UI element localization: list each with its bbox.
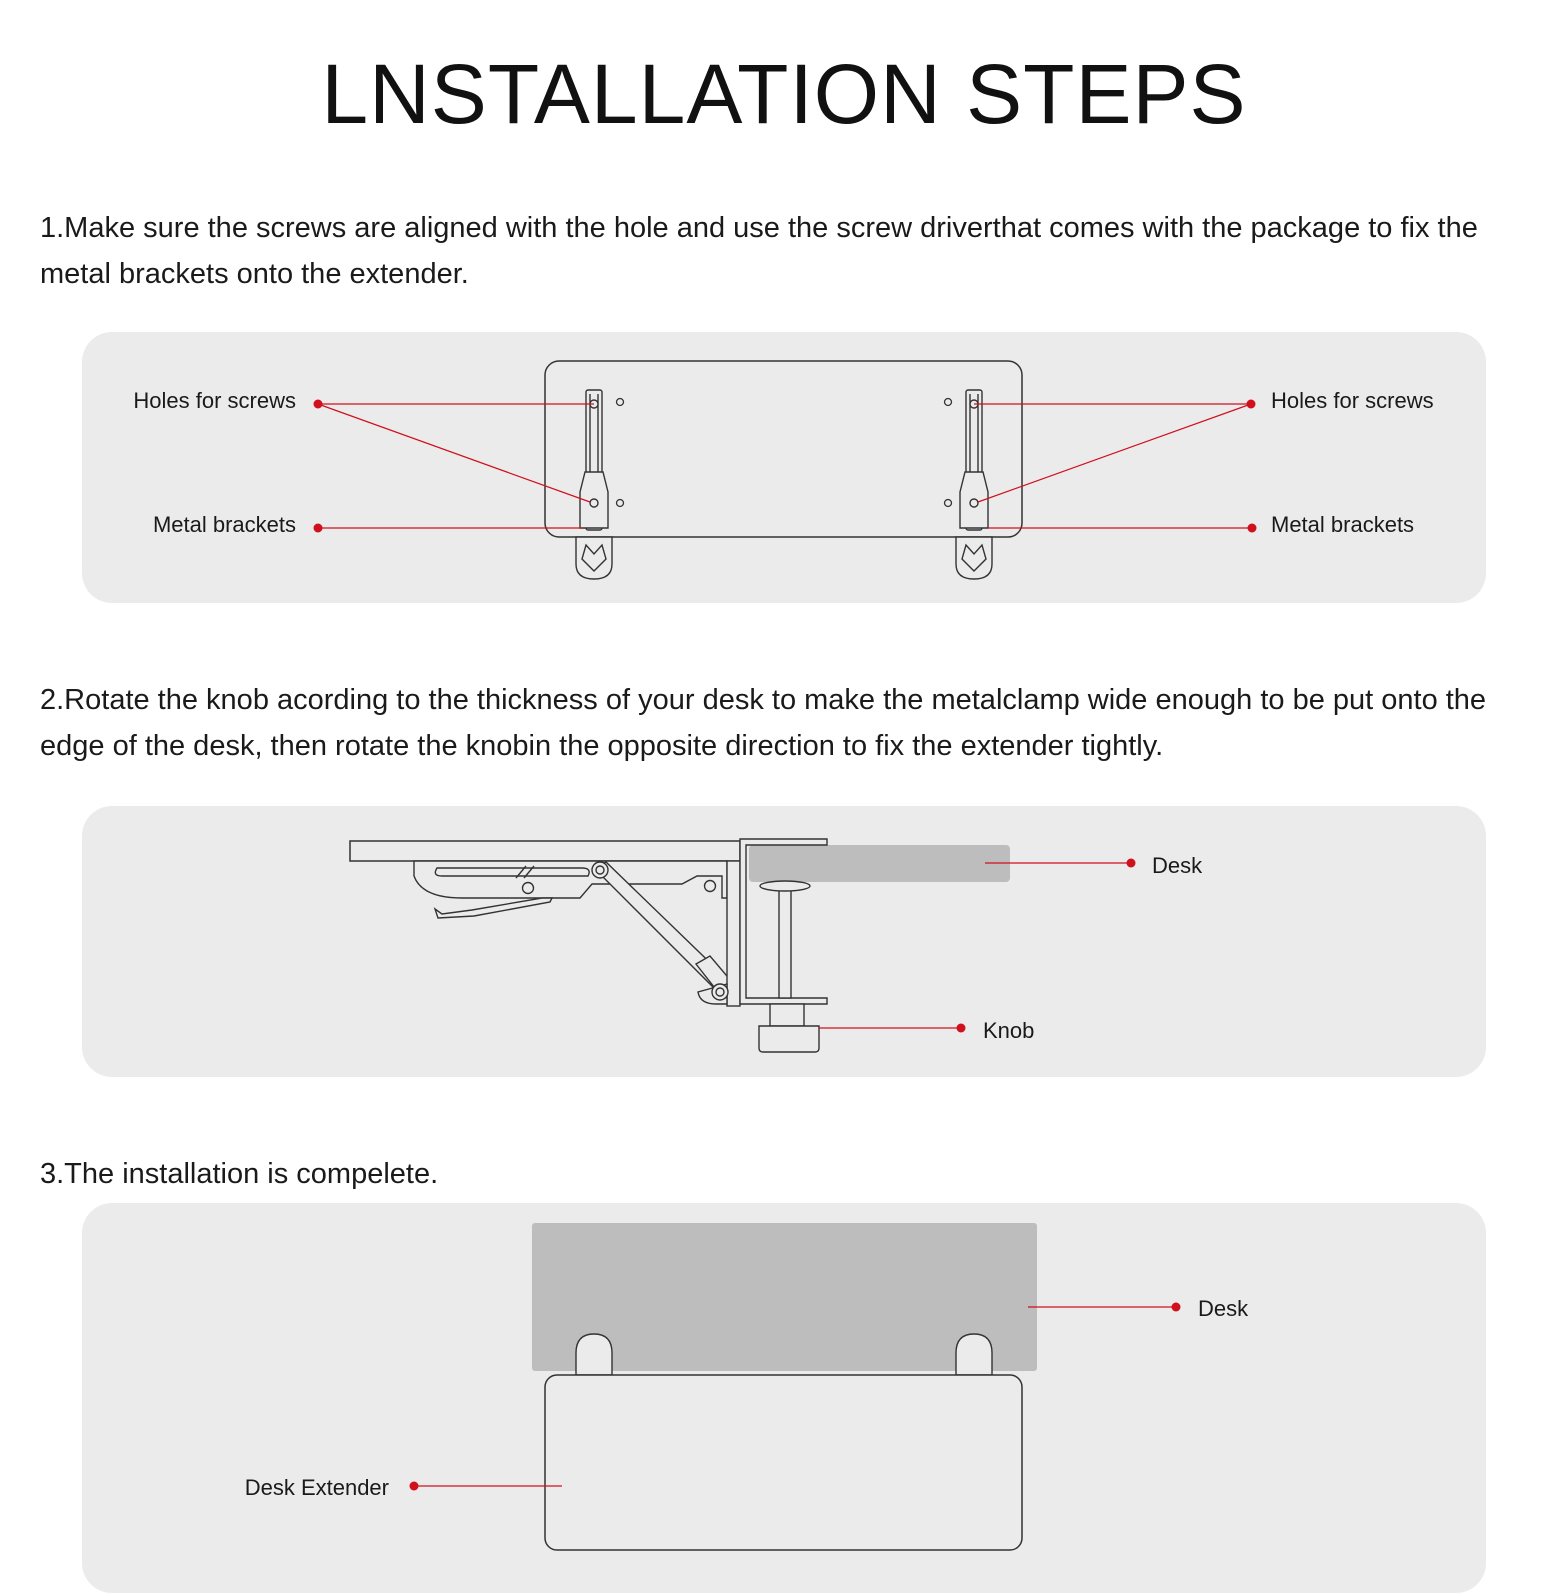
page-title: LNSTALLATION STEPS	[321, 47, 1247, 141]
folding-mechanism	[414, 861, 740, 1006]
complete-diagram	[82, 1203, 1486, 1568]
callout-dot	[1127, 859, 1136, 868]
label-knob: Knob	[983, 1018, 1035, 1043]
label-holes-right: Holes for screws	[1271, 388, 1434, 413]
diagram-clamp-panel	[82, 806, 1486, 1077]
callout-dot	[1247, 400, 1256, 409]
label-holes-left: Holes for screws	[133, 388, 296, 413]
callout-dot	[314, 524, 323, 533]
label-desk: Desk	[1152, 853, 1203, 878]
callout-dot	[957, 1024, 966, 1033]
label-brackets-right: Metal brackets	[1271, 512, 1415, 537]
callout-dot	[1248, 524, 1257, 533]
callout-dot	[1172, 1303, 1181, 1312]
extender-board	[545, 361, 1022, 537]
label-desk-final: Desk	[1198, 1296, 1249, 1321]
clamp-diagram	[82, 806, 1486, 1077]
label-brackets-left: Metal brackets	[152, 512, 296, 537]
extender-top	[350, 841, 740, 861]
callout-dot	[410, 1482, 419, 1491]
diagram-brackets-panel	[82, 332, 1486, 603]
callout-lines	[819, 863, 1131, 1028]
step-1-text: 1.Make sure the screws are aligned with the hole and use the screw driverthat comes with the package to fix the metal brackets onto the extender.	[40, 212, 1478, 290]
label-desk-extender: Desk Extender	[244, 1475, 389, 1500]
step-2-text: 2.Rotate the knob acording to the thickness of your desk to make the metalclamp wide enough to be put onto the edge of the desk, then rotate the knobin the opposite direction to fix the extender tightly.	[40, 684, 1487, 762]
callout-dot	[314, 400, 323, 409]
diagram-complete-panel	[82, 1203, 1486, 1593]
brackets-diagram	[82, 332, 1486, 603]
step-3-text: 3.The installation is compelete.	[40, 1158, 439, 1190]
bracket-tab-left	[576, 1334, 612, 1375]
desk-extender	[545, 1375, 1022, 1550]
desk-slab	[749, 845, 1010, 882]
bracket-tab-right	[956, 1334, 992, 1375]
